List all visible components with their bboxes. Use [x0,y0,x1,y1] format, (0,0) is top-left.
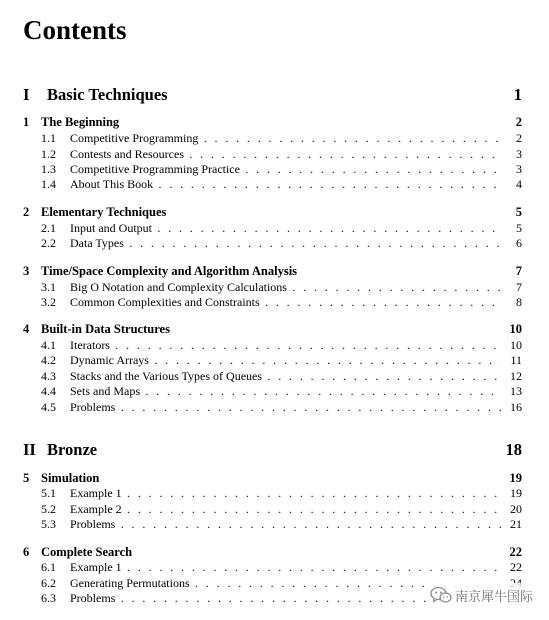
section-title: Example 1 . . . [70,485,501,501]
toc-section-5-1[interactable] [0,485,549,501]
toc-chapter-6[interactable] [0,544,549,560]
chapter-page: 5 [515,205,522,219]
section-page: 12 [510,369,522,383]
section-number: 5.1 [41,486,56,500]
section-title: Stacks and the Various Types of Queues . . . [70,368,501,384]
section-title: Competitive Programming . . . [70,130,501,146]
section-number: 6.2 [41,576,56,590]
section-page: 6 [516,236,522,250]
section-page: 10 [510,338,522,352]
toc-part-1[interactable] [0,84,549,106]
toc-chapter-2[interactable] [0,204,549,220]
page-title: Contents [23,15,127,45]
toc-section-4-2[interactable] [0,352,549,368]
part-title: Bronze [47,440,98,459]
section-title: Iterators . . . [70,337,501,353]
part-number: I [23,85,30,104]
section-number: 6.1 [41,560,56,574]
section-number: 4.1 [41,338,56,352]
section-page: 8 [516,295,522,309]
section-page: 3 [516,162,522,176]
section-number: 5.2 [41,502,56,516]
section-title: Generating Permutations . . . [70,575,501,591]
toc-section-3-1[interactable] [0,279,549,295]
chapter-page: 19 [509,471,522,485]
watermark [428,583,537,607]
chapter-number: 6 [23,545,30,559]
section-number: 1.3 [41,162,56,176]
section-number: 3.2 [41,295,56,309]
toc-section-3-2[interactable] [0,294,549,310]
section-title: Contests and Resources . . . [70,146,501,162]
chapter-title: Time/Space Complexity and Algorithm Analysis [41,264,298,278]
section-page: 3 [516,147,522,161]
section-title: Competitive Programming Practice . . . [70,161,501,177]
section-page: 4 [516,177,522,191]
wechat-icon [430,586,452,604]
section-page: 2 [516,131,522,145]
section-page: 13 [510,384,522,398]
section-number: 1.1 [41,131,56,145]
section-number: 4.5 [41,400,56,414]
section-number: 1.4 [41,177,56,191]
toc-chapter-4[interactable] [0,321,549,337]
section-title: Example 1 . . . [70,559,501,575]
toc-chapter-5[interactable] [0,470,549,486]
chapter-number: 3 [23,264,30,278]
section-title: Big O Notation and Complexity Calculations . . . [70,279,501,295]
chapter-page: 10 [509,322,522,336]
part-page: 18 [505,440,522,459]
part-title: Basic Techniques [47,85,168,104]
section-title: Dynamic Arrays . . . [70,352,501,368]
section-number: 2.1 [41,221,56,235]
toc-chapter-3[interactable] [0,263,549,279]
section-page: 19 [510,486,522,500]
chapter-title: Complete Search [41,545,133,559]
section-title: Problems . . . [70,399,501,415]
toc-section-4-5[interactable] [0,399,549,415]
toc-section-4-1[interactable] [0,337,549,353]
section-number: 4.2 [41,353,56,367]
section-title: Input and Output . . . [70,220,501,236]
section-number: 1.2 [41,147,56,161]
section-title: About This Book . . . [70,176,501,192]
chapter-number: 5 [23,471,30,485]
toc-section-1-4[interactable] [0,176,549,192]
section-number: 3.1 [41,280,56,294]
section-page: 5 [516,221,522,235]
chapter-number: 2 [23,205,30,219]
section-title: Problems . . . [70,590,501,606]
section-page: 20 [510,502,522,516]
chapter-page: 22 [509,545,522,559]
section-number: 2.2 [41,236,56,250]
chapter-title: Simulation [41,471,100,485]
section-title: Problems . . . [70,516,501,532]
section-number: 6.3 [41,591,56,605]
toc-part-2[interactable] [0,439,549,461]
section-title: Sets and Maps . . . [70,383,501,399]
chapter-page: 7 [515,264,522,278]
chapter-page: 2 [515,115,522,129]
chapter-title: Built-in Data Structures [41,322,170,336]
section-title: Example 2 . . . [70,501,501,517]
toc-section-2-2[interactable] [0,235,549,251]
toc-section-2-1[interactable] [0,220,549,236]
section-page: 22 [510,560,522,574]
section-number: 4.3 [41,369,56,383]
toc-section-1-3[interactable] [0,161,549,177]
section-page: 11 [510,353,522,367]
section-number: 5.3 [41,517,56,531]
toc-section-4-4[interactable] [0,383,549,399]
toc-chapter-1[interactable] [0,114,549,130]
watermark-text: 南京犀牛国际 [455,589,534,605]
toc-section-1-2[interactable] [0,146,549,162]
section-page: 21 [510,517,522,531]
chapter-title: Elementary Techniques [41,205,167,219]
toc-section-4-3[interactable] [0,368,549,384]
toc-section-1-1[interactable] [0,130,549,146]
chapter-number: 1 [23,115,30,129]
part-page: 1 [513,85,522,104]
section-page: 16 [510,400,522,414]
chapter-title: The Beginning [41,115,120,129]
toc-section-6-1[interactable] [0,559,549,575]
section-page: 7 [516,280,522,294]
toc-section-5-2[interactable] [0,501,549,517]
chapter-number: 4 [23,322,30,336]
section-number: 4.4 [41,384,56,398]
section-title: Common Complexities and Constraints . . . [70,294,501,310]
section-title: Data Types . . . [70,235,501,251]
part-number: II [23,440,36,459]
toc-section-5-3[interactable] [0,516,549,532]
